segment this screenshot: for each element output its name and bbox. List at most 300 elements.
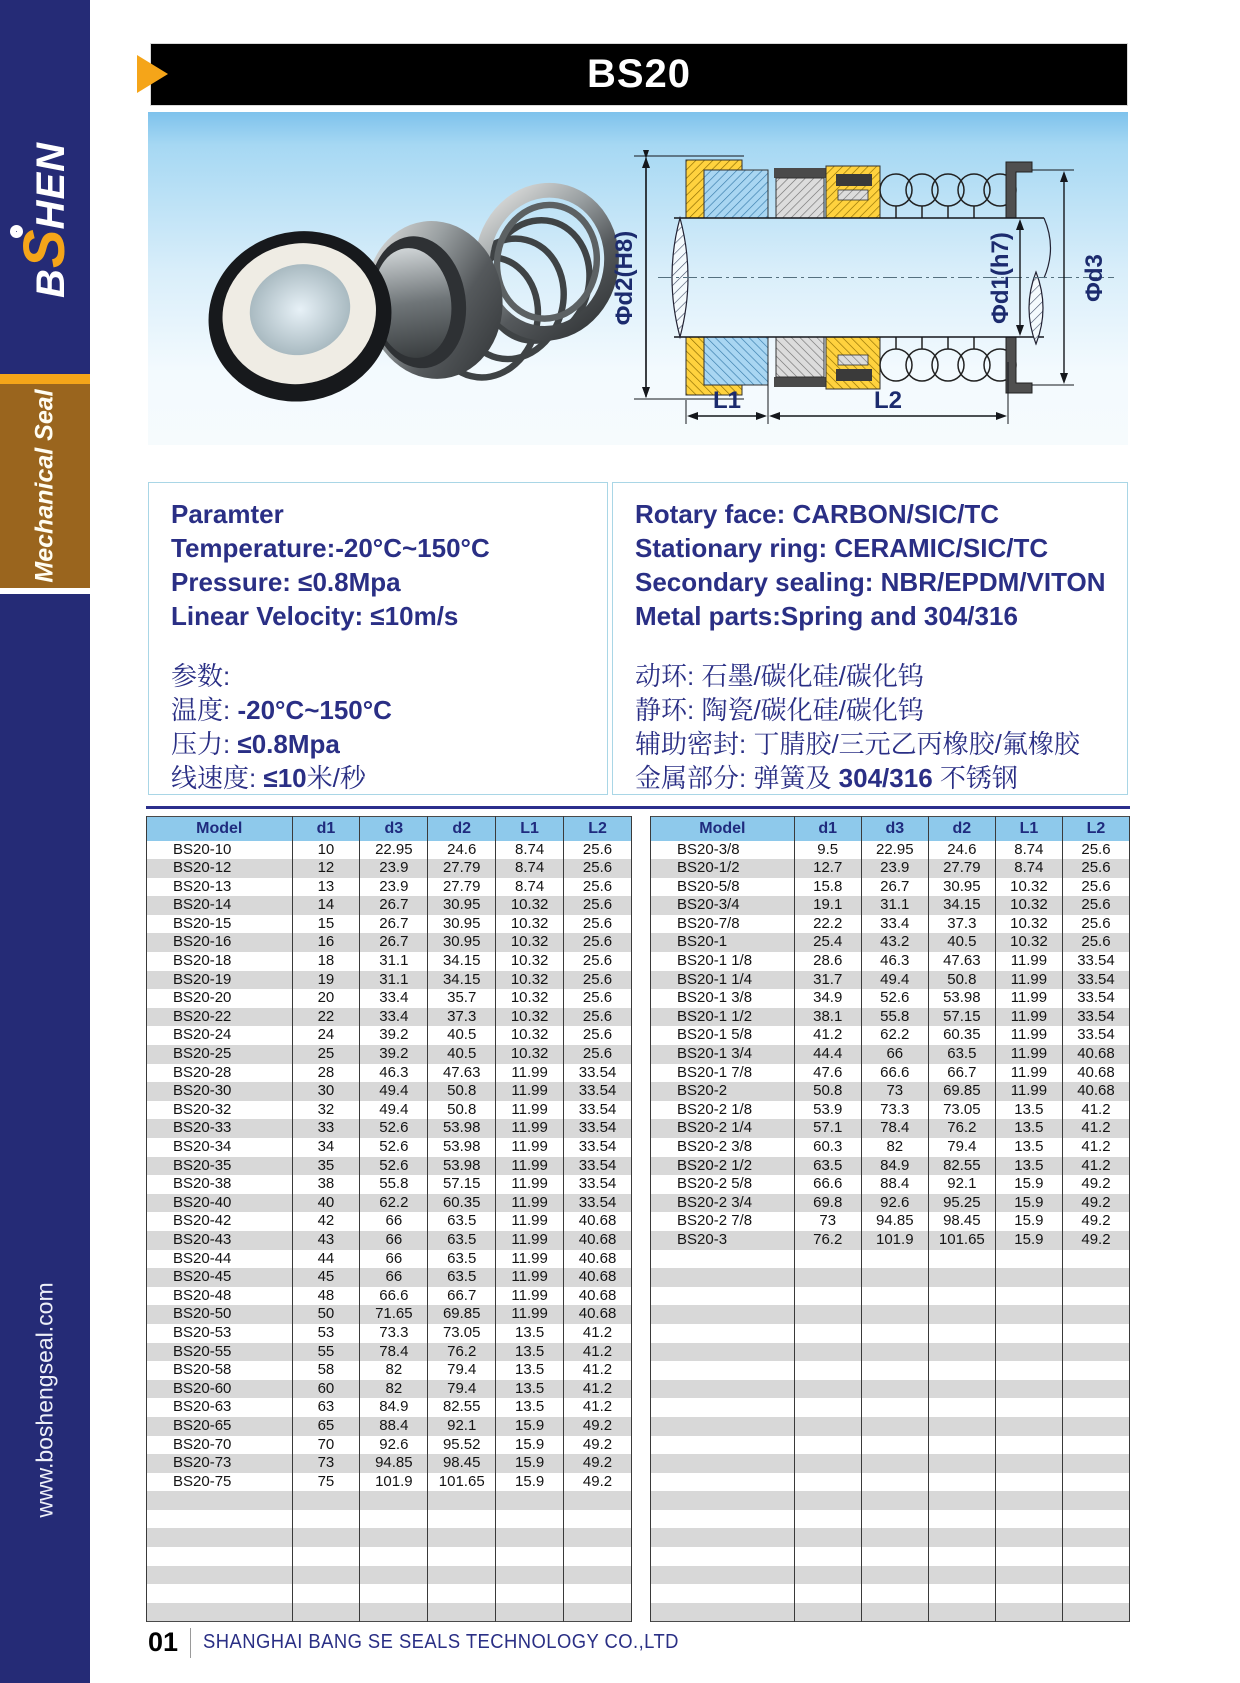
table-cell: 73.3 <box>861 1101 928 1120</box>
table-row-empty <box>651 1510 1130 1529</box>
dimension-tables-section <box>146 806 1130 1622</box>
table-cell <box>794 1603 861 1622</box>
table-cell: BS20-60 <box>147 1380 293 1399</box>
text-segment: 静环: 陶瓷/碳化硅/碳化钨 <box>635 695 924 725</box>
column-header-model: Model <box>651 817 795 841</box>
table-cell: 15.8 <box>794 878 861 897</box>
table-cell: BS20-2 5/8 <box>651 1175 795 1194</box>
table-cell: 76.2 <box>428 1343 496 1362</box>
table-cell: 63.5 <box>428 1212 496 1231</box>
table-cell: 82.55 <box>928 1157 995 1176</box>
table-cell <box>995 1528 1062 1547</box>
text-segment: 压力: <box>171 729 238 759</box>
table-cell: BS20-1 <box>651 933 795 952</box>
table-cell: 63 <box>292 1398 360 1417</box>
table-cell: 11.99 <box>995 1064 1062 1083</box>
table-cell: 13.5 <box>995 1157 1062 1176</box>
table-cell: 69.85 <box>928 1082 995 1101</box>
table-row <box>651 952 1130 971</box>
table-cell <box>428 1491 496 1510</box>
table-cell <box>861 1343 928 1362</box>
dim-label-l1: L1 <box>712 387 742 414</box>
table-cell: 8.74 <box>496 841 564 860</box>
table-row <box>651 1175 1130 1194</box>
table-cell <box>1062 1398 1129 1417</box>
table-cell: 38 <box>292 1175 360 1194</box>
table-cell: 82 <box>360 1380 428 1399</box>
param-line-secondary-sealing <box>635 565 1127 599</box>
table-cell: 82 <box>861 1138 928 1157</box>
table-cell: 19 <box>292 971 360 990</box>
table-row-empty <box>651 1417 1130 1436</box>
table-cell <box>861 1584 928 1603</box>
table-row <box>651 1045 1130 1064</box>
table-cell: 40.68 <box>564 1212 632 1231</box>
table-cell: 50.8 <box>428 1082 496 1101</box>
table-cell: 66.6 <box>360 1287 428 1306</box>
table-cell: 52.6 <box>360 1138 428 1157</box>
table-row-empty <box>651 1547 1130 1566</box>
table-cell: 41.2 <box>564 1343 632 1362</box>
table-cell: BS20-3 <box>651 1231 795 1250</box>
table-row <box>147 1473 632 1492</box>
table-cell: 82 <box>360 1361 428 1380</box>
table-cell <box>651 1510 795 1529</box>
text-segment: Pressure: ≤0.8Mpa <box>171 567 401 597</box>
table-cell: 66.7 <box>928 1064 995 1083</box>
table-row <box>651 1101 1130 1120</box>
param-line-velocity-cn <box>171 761 607 795</box>
table-cell <box>861 1380 928 1399</box>
table-cell: 34.15 <box>428 952 496 971</box>
table-cell: 23.9 <box>360 859 428 878</box>
footer-divider <box>190 1628 191 1658</box>
logo-letter-s: S <box>12 229 77 269</box>
table-cell: BS20-38 <box>147 1175 293 1194</box>
table-cell: BS20-48 <box>147 1287 293 1306</box>
table-row <box>147 896 632 915</box>
table-cell: BS20-19 <box>147 971 293 990</box>
table-cell: BS20-18 <box>147 952 293 971</box>
table-cell: 73 <box>292 1454 360 1473</box>
table-cell: 49.2 <box>564 1473 632 1492</box>
table-cell: BS20-1 3/4 <box>651 1045 795 1064</box>
table-cell <box>928 1398 995 1417</box>
table-cell: BS20-25 <box>147 1045 293 1064</box>
table-cell <box>292 1603 360 1622</box>
table-row <box>147 1417 632 1436</box>
table-cell: 33.54 <box>564 1194 632 1213</box>
dimension-table-metric <box>146 816 632 1622</box>
table-cell: 25.6 <box>564 878 632 897</box>
table-cell <box>496 1491 564 1510</box>
table-row <box>147 1361 632 1380</box>
text-segment: Temperature:-20°C~150°C <box>171 533 490 563</box>
table-cell: 13.5 <box>995 1119 1062 1138</box>
table-cell: BS20-20 <box>147 989 293 1008</box>
table-row-empty <box>651 1361 1130 1380</box>
table-row-empty <box>147 1547 632 1566</box>
website-url: www.boshengseal.com <box>31 1282 58 1518</box>
table-cell <box>928 1380 995 1399</box>
table-cell <box>861 1510 928 1529</box>
table-cell <box>861 1566 928 1585</box>
table-cell: 50.8 <box>928 971 995 990</box>
dim-label-d1: Φd1(h7) <box>987 232 1014 324</box>
table-cell: 39.2 <box>360 1045 428 1064</box>
table-row <box>147 1101 632 1120</box>
table-cell <box>1062 1287 1129 1306</box>
table-cell <box>794 1584 861 1603</box>
table-row <box>147 1380 632 1399</box>
table-cell: 35 <box>292 1157 360 1176</box>
table-cell: 14 <box>292 896 360 915</box>
table-cell <box>928 1491 995 1510</box>
table-cell <box>794 1473 861 1492</box>
shaft <box>658 218 1114 344</box>
table-row <box>147 1324 632 1343</box>
table-cell: BS20-1 5/8 <box>651 1026 795 1045</box>
table-row <box>147 952 632 971</box>
table-cell <box>1062 1528 1129 1547</box>
table-row-empty <box>651 1380 1130 1399</box>
table-row-empty <box>147 1491 632 1510</box>
table-cell <box>496 1547 564 1566</box>
table-cell: 12.7 <box>794 859 861 878</box>
table-cell: BS20-7/8 <box>651 915 795 934</box>
table-cell <box>995 1398 1062 1417</box>
table-cell: 31.1 <box>861 896 928 915</box>
table-cell: BS20-73 <box>147 1454 293 1473</box>
table-cell: 57.15 <box>428 1175 496 1194</box>
table-row <box>651 971 1130 990</box>
table-row-empty <box>651 1305 1130 1324</box>
logo-letters-hen: HEN <box>29 141 73 230</box>
section-divider-line <box>146 806 1130 809</box>
text-segment: 动环: 石墨/碳化硅/碳化钨 <box>635 661 924 691</box>
table-cell: 26.7 <box>360 896 428 915</box>
column-header-l2: L2 <box>564 817 632 841</box>
table-cell <box>928 1287 995 1306</box>
seal-section-top <box>686 160 1032 218</box>
table-cell: BS20-43 <box>147 1231 293 1250</box>
table-cell: 53.9 <box>794 1101 861 1120</box>
table-cell <box>861 1361 928 1380</box>
table-cell <box>564 1566 632 1585</box>
table-cell: 63.5 <box>428 1231 496 1250</box>
table-cell: 73.05 <box>928 1101 995 1120</box>
table-cell <box>861 1324 928 1343</box>
table-cell: BS20-24 <box>147 1026 293 1045</box>
column-header-d3: d3 <box>360 817 428 841</box>
table-row <box>147 1305 632 1324</box>
table-cell: 15.9 <box>995 1231 1062 1250</box>
table-cell: 49.2 <box>564 1454 632 1473</box>
table-cell: 62.2 <box>861 1026 928 1045</box>
table-cell: 33.54 <box>564 1082 632 1101</box>
table-cell <box>147 1528 293 1547</box>
table-cell <box>995 1287 1062 1306</box>
table-cell: 63.5 <box>428 1268 496 1287</box>
table-cell: 13 <box>292 878 360 897</box>
table-cell: 11.99 <box>995 989 1062 1008</box>
table-cell <box>1062 1584 1129 1603</box>
table-cell: 25.6 <box>564 952 632 971</box>
table-cell <box>928 1528 995 1547</box>
table-cell <box>995 1584 1062 1603</box>
table-row <box>147 859 632 878</box>
table-cell <box>651 1528 795 1547</box>
table-cell: 11.99 <box>496 1287 564 1306</box>
table-cell <box>428 1510 496 1529</box>
table-cell: BS20-16 <box>147 933 293 952</box>
param-line-title <box>171 497 607 531</box>
table-cell: 41.2 <box>1062 1138 1129 1157</box>
table-row <box>147 1194 632 1213</box>
table-cell: BS20-44 <box>147 1250 293 1269</box>
table-cell: 44.4 <box>794 1045 861 1064</box>
table-cell: 10.32 <box>995 933 1062 952</box>
table-row <box>147 915 632 934</box>
param-line-stationary-ring-cn <box>635 693 1127 727</box>
table-cell: 33.54 <box>564 1175 632 1194</box>
table-cell: 88.4 <box>861 1175 928 1194</box>
table-cell: 30 <box>292 1082 360 1101</box>
table-cell: BS20-22 <box>147 1008 293 1027</box>
table-cell: 13.5 <box>496 1361 564 1380</box>
table-cell <box>292 1547 360 1566</box>
product-image-area <box>148 112 1128 445</box>
table-cell: 10.32 <box>496 971 564 990</box>
sidebar-accent-line <box>0 374 90 384</box>
table-row <box>147 1268 632 1287</box>
param-line-pressure-cn <box>171 727 607 761</box>
table-cell: 26.7 <box>360 933 428 952</box>
table-cell: 52.6 <box>861 989 928 1008</box>
table-cell <box>496 1510 564 1529</box>
table-cell: 8.74 <box>496 859 564 878</box>
table-cell: 79.4 <box>928 1138 995 1157</box>
table-cell: 73 <box>794 1212 861 1231</box>
table-row-empty <box>651 1268 1130 1287</box>
table-cell <box>794 1398 861 1417</box>
table-cell: 11.99 <box>496 1064 564 1083</box>
table-cell: 11.99 <box>496 1250 564 1269</box>
table-cell: BS20-58 <box>147 1361 293 1380</box>
table-cell <box>794 1250 861 1269</box>
table-cell: 73 <box>861 1082 928 1101</box>
table-cell <box>995 1343 1062 1362</box>
table-cell: BS20-30 <box>147 1082 293 1101</box>
parameters-section <box>148 482 1128 795</box>
table-row <box>147 1343 632 1362</box>
table-cell: 78.4 <box>861 1119 928 1138</box>
column-header-model: Model <box>147 817 293 841</box>
table-cell <box>428 1528 496 1547</box>
table-cell: 41.2 <box>1062 1157 1129 1176</box>
table-row <box>651 1138 1130 1157</box>
table-row <box>147 1138 632 1157</box>
table-cell: 58 <box>292 1361 360 1380</box>
table-cell: 25.6 <box>564 989 632 1008</box>
dim-label-l2: L2 <box>873 387 903 414</box>
table-cell <box>1062 1603 1129 1622</box>
table-row <box>147 1026 632 1045</box>
table-cell: 11.99 <box>995 1082 1062 1101</box>
table-cell: 8.74 <box>995 841 1062 860</box>
table-row <box>147 933 632 952</box>
table-cell <box>928 1268 995 1287</box>
table-cell: 13.5 <box>496 1324 564 1343</box>
table-cell: 47.6 <box>794 1064 861 1083</box>
table-cell: 18 <box>292 952 360 971</box>
table-cell: 19.1 <box>794 896 861 915</box>
table-cell: 10.32 <box>496 1045 564 1064</box>
table-cell <box>928 1473 995 1492</box>
param-line-rotary-face-cn <box>635 659 1127 693</box>
table-cell: 33.54 <box>1062 989 1129 1008</box>
table-cell: 73.3 <box>360 1324 428 1343</box>
table-cell: 15.9 <box>496 1454 564 1473</box>
table-cell: 33.54 <box>1062 1026 1129 1045</box>
table-cell <box>928 1343 995 1362</box>
logo-letter-b: B <box>29 268 73 299</box>
table-cell: 78.4 <box>360 1343 428 1362</box>
table-cell: 49.4 <box>861 971 928 990</box>
text-segment: 参数: <box>171 661 231 691</box>
table-row <box>147 1119 632 1138</box>
tagline-mechanical-seal: Mechanical Seal <box>30 389 59 583</box>
table-cell: 37.3 <box>928 915 995 934</box>
table-cell: BS20-2 1/2 <box>651 1157 795 1176</box>
table-cell <box>995 1547 1062 1566</box>
table-cell: BS20-50 <box>147 1305 293 1324</box>
table-row-empty <box>651 1454 1130 1473</box>
table-row <box>651 1082 1130 1101</box>
text-segment: 304/316 <box>838 763 933 793</box>
table-cell <box>861 1491 928 1510</box>
dim-label-d2: Φd2(H8) <box>611 230 638 326</box>
table-row <box>147 841 632 860</box>
text-segment: 金属部分: 弹簧及 <box>635 763 839 793</box>
table-cell: 10.32 <box>496 896 564 915</box>
table-cell: BS20-2 1/8 <box>651 1101 795 1120</box>
table-cell <box>794 1454 861 1473</box>
table-cell: 31.1 <box>360 971 428 990</box>
table-cell <box>360 1566 428 1585</box>
table-cell: 23.9 <box>360 878 428 897</box>
param-line-stationary-ring <box>635 531 1127 565</box>
table-cell: 49.2 <box>564 1417 632 1436</box>
table-cell: 66.6 <box>861 1064 928 1083</box>
table-cell: 71.65 <box>360 1305 428 1324</box>
table-cell: BS20-2 1/4 <box>651 1119 795 1138</box>
table-cell: 22.95 <box>360 841 428 860</box>
table-cell: 41.2 <box>564 1324 632 1343</box>
table-cell: 66 <box>360 1268 428 1287</box>
table-row <box>147 1064 632 1083</box>
table-cell <box>147 1566 293 1585</box>
table-cell: BS20-1 7/8 <box>651 1064 795 1083</box>
table-row <box>147 1398 632 1417</box>
table-cell: 15.9 <box>496 1436 564 1455</box>
table-cell: 66.6 <box>794 1175 861 1194</box>
table-cell <box>995 1324 1062 1343</box>
table-cell: 101.65 <box>928 1231 995 1250</box>
table-row <box>147 1436 632 1455</box>
table-row-empty <box>651 1343 1130 1362</box>
table-cell: 66.7 <box>428 1287 496 1306</box>
table-cell: 11.99 <box>496 1175 564 1194</box>
table-cell: 98.45 <box>928 1212 995 1231</box>
table-cell: 33.54 <box>564 1064 632 1083</box>
table-cell: 22.95 <box>861 841 928 860</box>
table-cell: 10.32 <box>995 896 1062 915</box>
table-cell: 94.85 <box>861 1212 928 1231</box>
table-cell: BS20-13 <box>147 878 293 897</box>
table-cell <box>428 1566 496 1585</box>
table-cell: 45 <box>292 1268 360 1287</box>
table-cell <box>428 1547 496 1566</box>
param-line-title-cn <box>171 659 607 693</box>
table-cell: 84.9 <box>360 1398 428 1417</box>
table-row <box>651 1008 1130 1027</box>
table-row <box>147 1157 632 1176</box>
table-cell <box>1062 1510 1129 1529</box>
table-cell: 28.6 <box>794 952 861 971</box>
table-cell: 55.8 <box>360 1175 428 1194</box>
text-segment: 米/秒 <box>306 763 366 793</box>
table-cell: 46.3 <box>360 1064 428 1083</box>
text-segment: 温度: <box>171 695 238 725</box>
table-cell: BS20-40 <box>147 1194 293 1213</box>
boshen-logo <box>0 110 90 330</box>
table-cell: 25.6 <box>564 1045 632 1064</box>
table-cell: 31.7 <box>794 971 861 990</box>
table-cell <box>651 1361 795 1380</box>
table-cell <box>651 1473 795 1492</box>
table-cell: BS20-45 <box>147 1268 293 1287</box>
technical-drawing <box>608 112 1128 445</box>
table-cell <box>651 1398 795 1417</box>
text-segment: -20°C~150°C <box>237 695 392 725</box>
table-cell: 41.2 <box>564 1380 632 1399</box>
table-cell: BS20-1 1/4 <box>651 971 795 990</box>
table-cell: BS20-63 <box>147 1398 293 1417</box>
table-row <box>147 1212 632 1231</box>
table-cell: 11.99 <box>496 1101 564 1120</box>
table-cell: 92.6 <box>861 1194 928 1213</box>
table-cell <box>292 1510 360 1529</box>
table-cell: 46.3 <box>861 952 928 971</box>
dimension-table-inch <box>650 816 1130 1622</box>
table-cell <box>1062 1566 1129 1585</box>
table-row-empty <box>147 1603 632 1622</box>
table-cell <box>995 1436 1062 1455</box>
table-cell <box>861 1305 928 1324</box>
table-cell: 10.32 <box>496 989 564 1008</box>
table-cell <box>564 1510 632 1529</box>
table-cell <box>794 1547 861 1566</box>
table-cell: 30.95 <box>928 878 995 897</box>
table-cell: 25.6 <box>564 859 632 878</box>
table-cell: 55.8 <box>861 1008 928 1027</box>
table-cell: 26.7 <box>360 915 428 934</box>
table-cell: 30.95 <box>428 896 496 915</box>
table-cell <box>651 1324 795 1343</box>
table-cell <box>1062 1361 1129 1380</box>
table-cell: 33.4 <box>360 1008 428 1027</box>
